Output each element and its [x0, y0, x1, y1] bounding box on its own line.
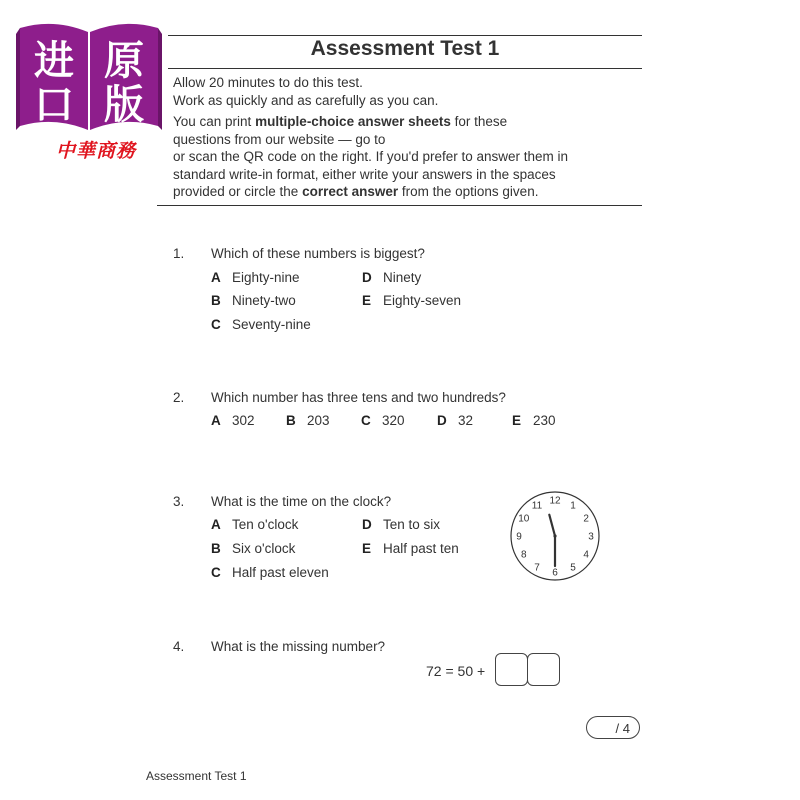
intro-bold: multiple-choice answer sheets [255, 114, 451, 129]
intro-text: for these questions from our website — go to [173, 114, 508, 147]
logo-char-3: 口 [34, 82, 74, 128]
logo-char-1: 进 [34, 38, 74, 84]
option-letter: B [211, 293, 221, 308]
option-letter: E [362, 293, 372, 308]
option-letter: E [362, 541, 372, 556]
question-text: Which of these numbers is biggest? [211, 246, 425, 261]
option-text: Half past ten [383, 541, 459, 556]
title-bottom-rule [168, 68, 642, 69]
answer-box-ones[interactable] [527, 653, 560, 686]
option-letter: E [512, 413, 522, 428]
clock-numeral: 10 [518, 513, 530, 525]
option-text: Ten o'clock [232, 517, 299, 532]
logo-char-2: 原 [104, 38, 144, 84]
page-footer: Assessment Test 1 [146, 769, 247, 783]
option-text: Seventy-nine [232, 317, 311, 332]
option-2e[interactable] [512, 413, 556, 429]
intro-line-1: Allow 20 minutes to do this test. [173, 75, 363, 90]
option-3d[interactable] [362, 517, 440, 533]
page-title: Assessment Test 1 [310, 37, 500, 60]
intro-text: or scan the QR code on the right. If you'd prefer to answer them in standard write-in format, either write your answers in the spaces provided or circle the [173, 149, 569, 199]
clock-numeral: 2 [583, 513, 589, 525]
logo-subtitle: 中華商務 [55, 140, 136, 162]
answer-box-tens[interactable] [495, 653, 528, 686]
option-letter: B [286, 413, 296, 428]
question-text: Which number has three tens and two hundreds? [211, 390, 506, 405]
clock-numeral: 8 [521, 549, 527, 561]
option-2a[interactable] [211, 413, 255, 429]
option-letter: D [362, 517, 372, 532]
publisher-logo [14, 14, 164, 134]
clock-numeral: 7 [534, 562, 540, 574]
option-letter: D [362, 270, 372, 285]
option-2c[interactable] [361, 413, 405, 429]
option-text: Six o'clock [232, 541, 296, 556]
clock-numeral: 6 [552, 567, 558, 579]
clock-face [509, 490, 601, 582]
question-number: 1. [173, 246, 185, 261]
option-text: Eighty-nine [232, 270, 300, 285]
intro-bold: correct answer [302, 184, 399, 199]
option-text: Ninety-two [232, 293, 296, 308]
clock-numeral: 3 [588, 531, 594, 543]
equation: 72 = 50 + [426, 663, 486, 679]
option-text: 302 [232, 413, 255, 428]
option-text: 320 [382, 413, 405, 428]
title-top-rule [168, 35, 642, 36]
option-letter: D [437, 413, 447, 428]
option-1d[interactable] [362, 270, 421, 286]
question-number: 2. [173, 390, 185, 405]
clock-numeral: 11 [531, 500, 543, 512]
option-letter: C [211, 565, 221, 580]
option-letter: A [211, 413, 221, 428]
intro-text: from the options given. [398, 184, 539, 199]
option-text: 32 [458, 413, 474, 428]
logo-char-4: 版 [104, 82, 144, 128]
clock-numeral: 9 [516, 531, 522, 543]
intro-line-2: Work as quickly and as carefully as you can. [173, 92, 439, 108]
option-text: 203 [307, 413, 330, 428]
option-3a[interactable] [211, 517, 298, 533]
option-1e[interactable] [362, 293, 461, 309]
option-text: Eighty-seven [383, 293, 462, 308]
option-letter: B [211, 541, 221, 556]
instructions [173, 74, 643, 201]
option-letter: C [361, 413, 371, 428]
question-text: What is the time on the clock? [211, 494, 392, 509]
clock-numeral: 5 [570, 562, 576, 574]
option-text: Half past eleven [232, 565, 329, 580]
intro-text: You can print [173, 114, 256, 129]
option-text: 230 [533, 413, 556, 428]
option-3e[interactable] [362, 541, 459, 557]
option-2d[interactable] [437, 413, 473, 429]
clock-numeral: 1 [570, 500, 576, 512]
option-1a[interactable] [211, 270, 300, 286]
option-letter: C [211, 317, 221, 332]
option-1c[interactable] [211, 317, 311, 333]
clock-numeral: 12 [549, 495, 561, 507]
option-text: Ninety [383, 270, 422, 285]
option-2b[interactable] [286, 413, 330, 429]
option-3b[interactable] [211, 541, 295, 557]
question-number: 4. [173, 639, 185, 654]
option-1b[interactable] [211, 293, 296, 309]
score-box: / 4 [586, 716, 640, 739]
clock-numeral: 4 [583, 549, 589, 561]
clock-center [553, 534, 556, 537]
intro-bottom-rule [157, 205, 642, 206]
question-number: 3. [173, 494, 185, 509]
option-letter: A [211, 270, 221, 285]
option-letter: A [211, 517, 221, 532]
option-3c[interactable] [211, 565, 329, 581]
question-text: What is the missing number? [211, 639, 386, 654]
option-text: Ten to six [383, 517, 441, 532]
